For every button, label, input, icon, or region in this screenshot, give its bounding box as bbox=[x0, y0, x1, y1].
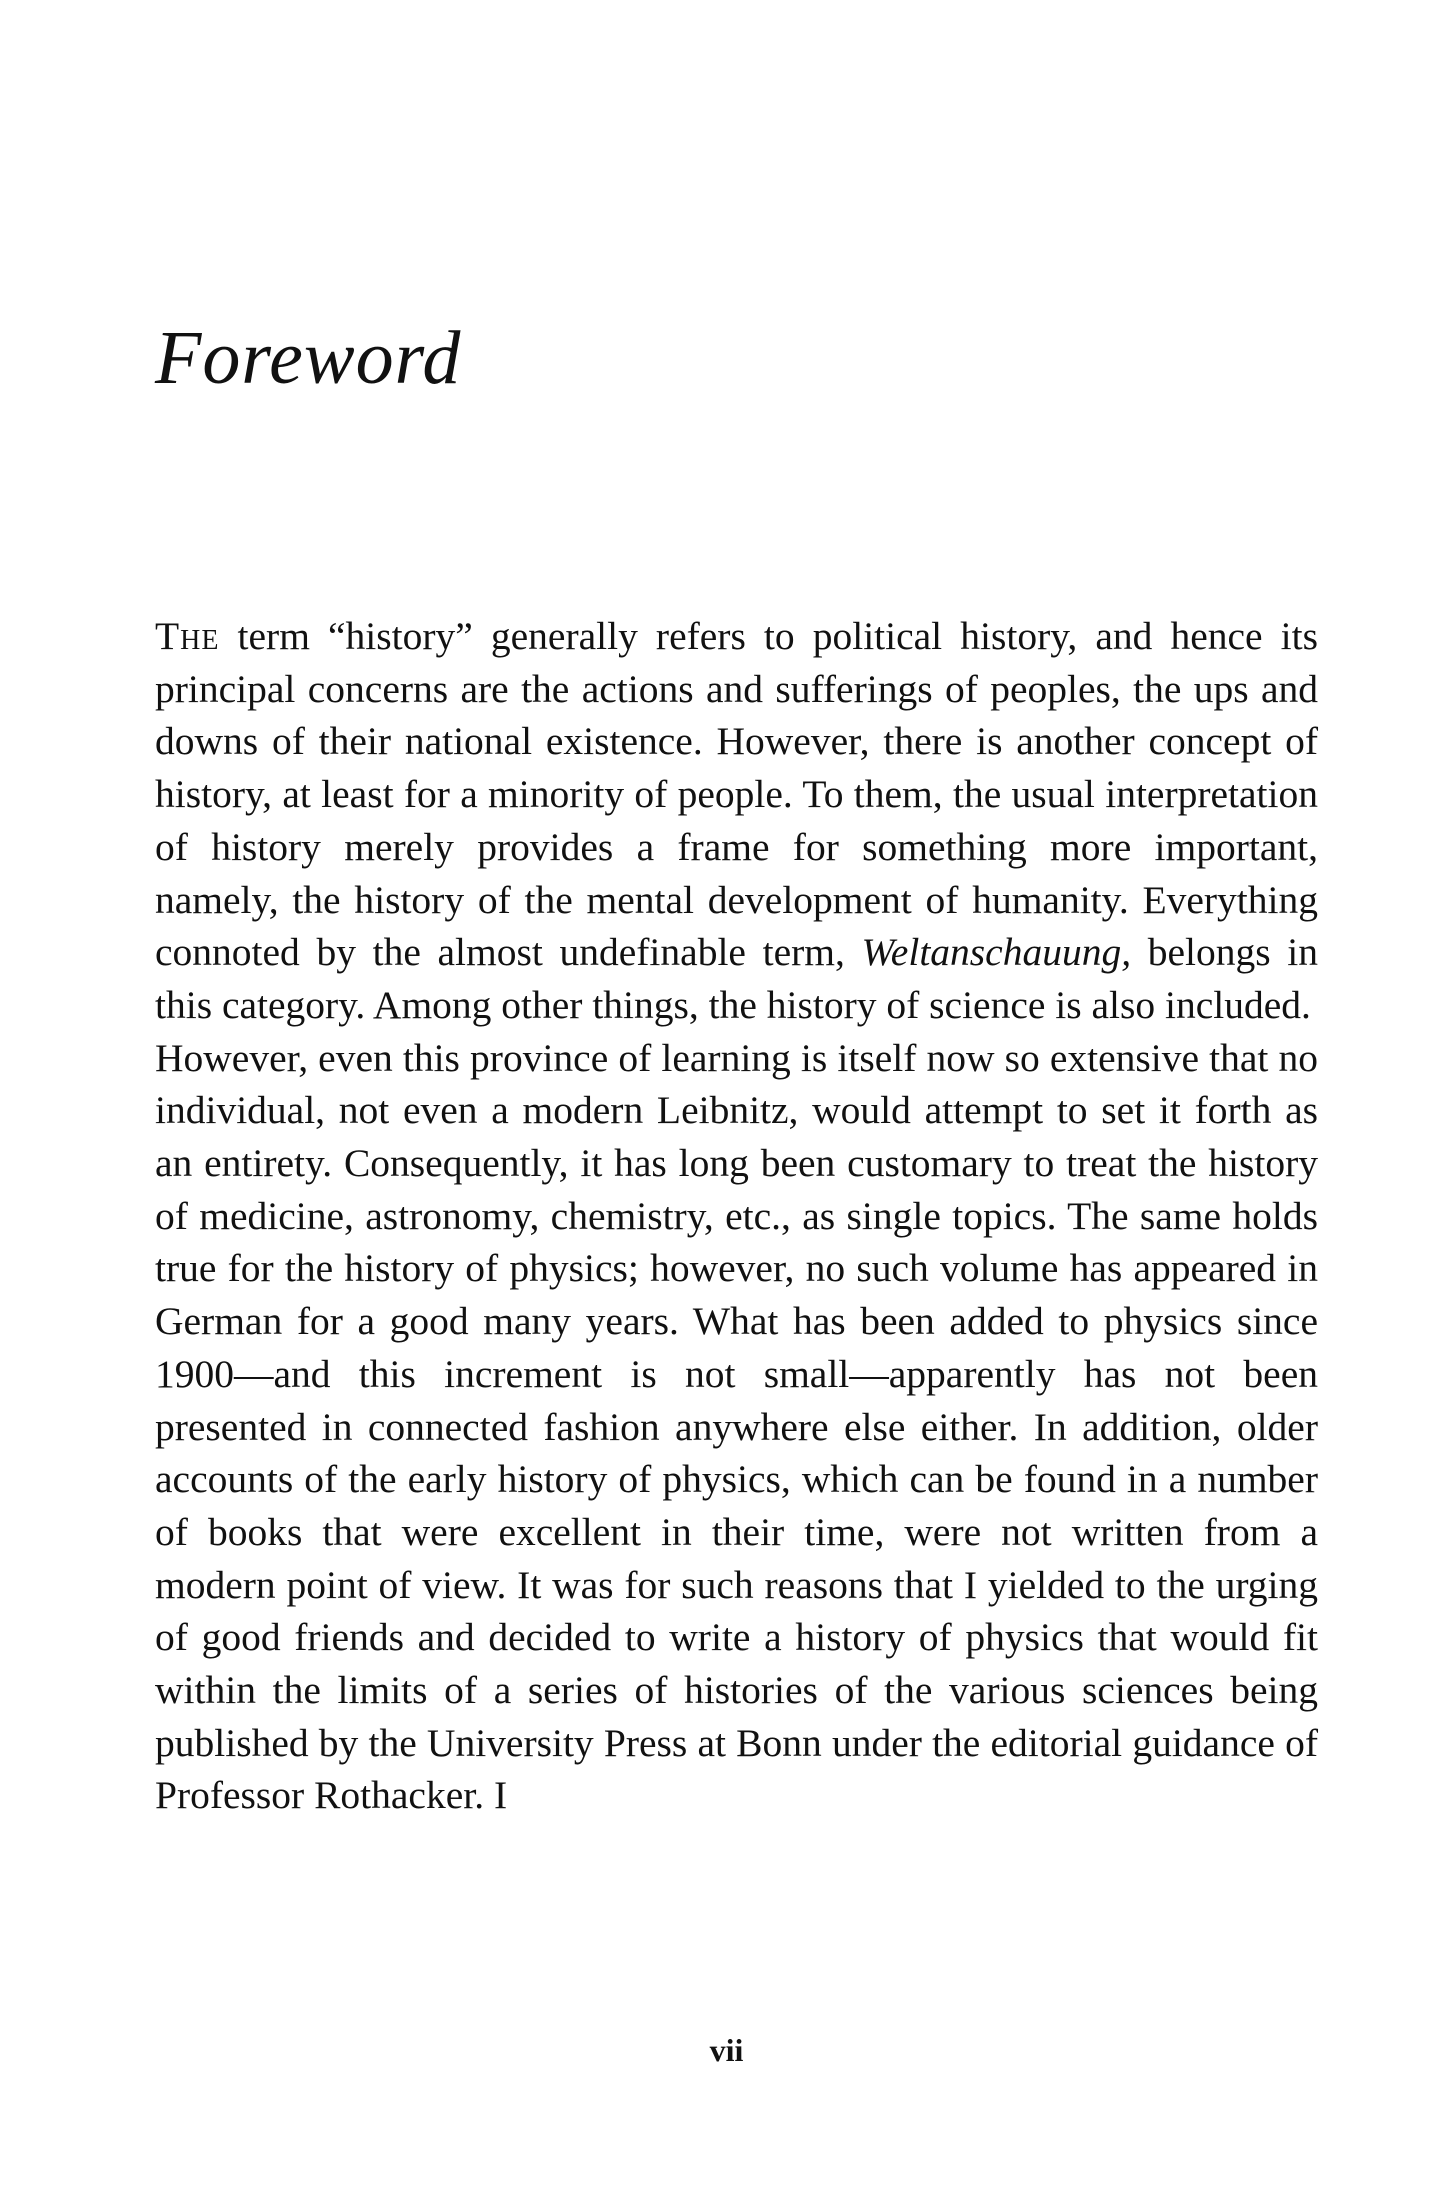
page-number: vii bbox=[709, 2032, 744, 2068]
paragraph-2: However, even this province of learning is itself now so extensive that no individual, not even a modern Leibnitz, would attempt to set it forth as an entirety. Consequently, it has long been customary to treat the history of medicine, astronomy, chemistry, etc., as single topics. The same holds true for the history of physics; however, no such volume has appeared in German for a good many years. What has been added to physics since 1900—and this increment is not small—apparently has not been presented in connected fashion anywhere else either. In addition, older accounts of the early history of physics, which can be found in a number of books that were excellent in their time, were not written from a modern point of view. It was for such reasons that I yielded to the urging of good friends and decided to write a history of physics that would fit within the limits of a series of histories of the various sciences being published by the University Press at Bonn under the editorial guidance of Professor Rothacker. I bbox=[155, 1035, 1318, 1818]
paragraph-lead-word: The bbox=[155, 614, 220, 658]
body-text bbox=[155, 610, 1318, 1822]
paragraph-1 bbox=[155, 610, 1318, 1032]
italic-term: Weltanschauung, bbox=[861, 930, 1132, 975]
paragraph-1-text-a: term “history” generally refers to political history, and hence its principal concerns are the actions and sufferings of peoples, the ups and downs of their national existence. However, there is another concept of history, at least for a minority of people. To them, the usual interpretation of history merely provides a frame for something more important, namely, the history of the mental development of humanity. Everything connoted by the almost undefinable term, bbox=[155, 614, 1318, 975]
page-title: Foreword bbox=[155, 316, 462, 400]
paragraph-1-text-b: belongs in this category. Among other things, the history of science is also included. bbox=[155, 930, 1318, 1027]
